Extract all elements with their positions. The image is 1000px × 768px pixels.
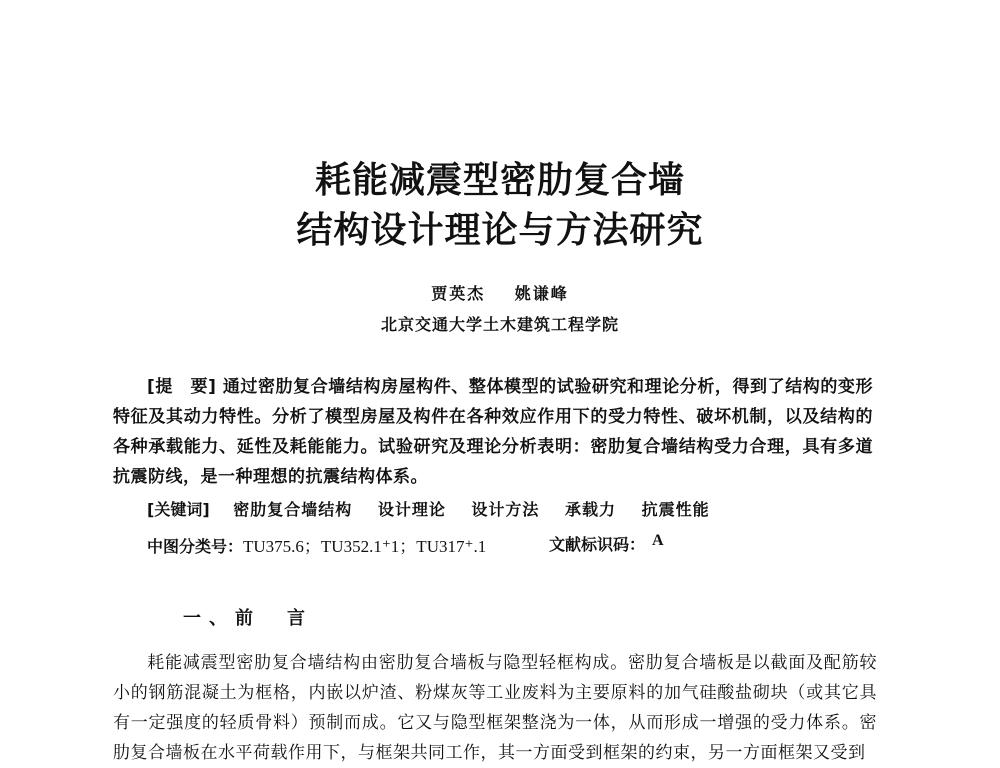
abstract-text: 通过密肋复合墙结构房屋构件、整体模型的试验研究和理论分析，得到了结构的变形特征及其动力特性。分析了模型房屋及构件在各种效应作用下的受力特性、破坏机制，以及结构的各种承载能力、延性及耗能能力。试验研究及理论分析表明：密肋复合墙结构受力合理，具有多道抗震防线，是一种理想的抗震结构体系。	[113, 377, 874, 487]
author-list	[0, 281, 1000, 304]
paper-title-line2: 结构设计理论与方法研究	[296, 210, 704, 251]
abstract-label: [提 要]	[147, 377, 217, 397]
classification-line	[147, 532, 907, 557]
keyword-term: 设计方法	[471, 500, 540, 519]
section-body	[113, 648, 877, 768]
section-body-text: 耗能减震型密肋复合墙结构由密肋复合墙板与隐型轻框构成。密肋复合墙板是以截面及配筋较小的钢筋混凝土为框格，内嵌以炉渣、粉煤灰等工业废料为主要原料的加气硅酸盐砌块（或其它具有一定强度的轻质骨料）预制而成。它又与隐型框架整浇为一体，从而形成一增强的受力体系。密肋复合墙板在水平荷载作用下，与框架共同工作，其一方面受到框架的约束，另一方面框架又受到	[113, 653, 877, 763]
keyword-term: 密肋复合墙结构	[233, 500, 353, 519]
section-heading: 一、前 言	[183, 608, 313, 629]
keywords-line	[147, 497, 907, 520]
author-name: 姚谦峰	[514, 284, 569, 303]
keyword-term: 抗震性能	[641, 500, 710, 519]
paper-title-line1: 耗能减震型密肋复合墙	[314, 160, 685, 201]
keyword-term: 承载力	[565, 500, 617, 519]
abstract-block	[113, 372, 873, 492]
affiliation: 北京交通大学土木建筑工程学院	[380, 315, 619, 334]
clc-label: 中图分类号：	[147, 537, 244, 556]
keywords-label: [关键词]	[147, 500, 210, 519]
doc-code-value: A	[652, 532, 664, 549]
clc-value: TU375.6；TU352.1⁺1；TU317⁺.1	[243, 537, 487, 556]
doc-code-label: 文献标识码：	[549, 535, 646, 554]
keyword-term: 设计理论	[377, 500, 446, 519]
author-name: 贾英杰	[431, 284, 486, 303]
